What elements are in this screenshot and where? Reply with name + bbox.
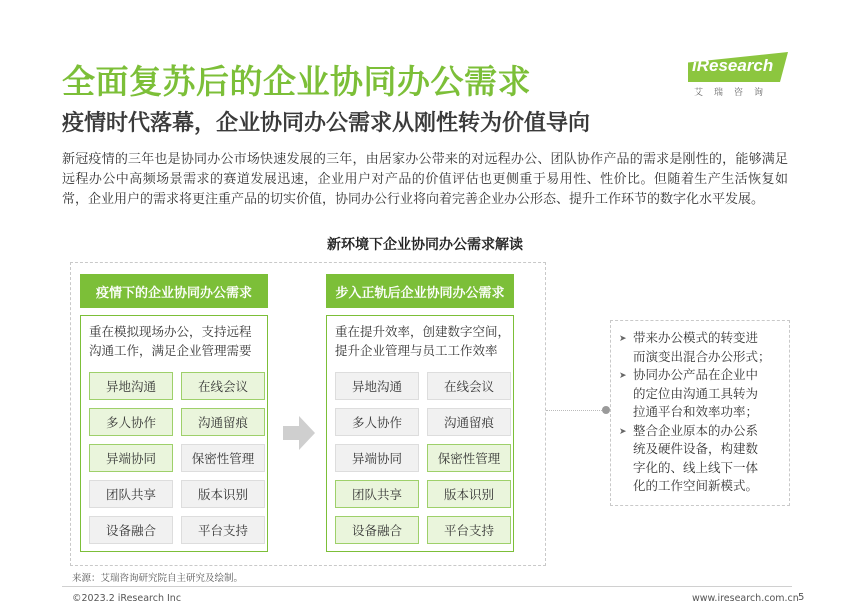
column-description: [89, 322, 259, 368]
side-note-line: 协同办公产品在企业中: [633, 367, 759, 382]
need-tag: 设备融合: [335, 516, 419, 544]
side-note-text: [633, 422, 781, 496]
need-tag: 保密性管理: [427, 444, 511, 472]
side-note-text: [633, 329, 781, 366]
connector-line: [546, 410, 608, 411]
need-tag: 异端协同: [89, 444, 173, 472]
need-tag: 在线会议: [181, 372, 265, 400]
need-tag: 多人协作: [335, 408, 419, 436]
need-tag: 在线会议: [427, 372, 511, 400]
arrow-bullet-icon: ➤: [619, 334, 627, 344]
need-tag: 设备融合: [89, 516, 173, 544]
side-note-line: 化的工作空间新模式。: [633, 478, 759, 493]
tag-grid: [335, 372, 505, 544]
column-pandemic-needs: [80, 274, 268, 552]
footer-divider: [62, 586, 792, 587]
side-note-line: 拉通平台和效率功率；: [633, 404, 759, 419]
footer-copyright: ©2023.2 iResearch Inc: [72, 593, 182, 604]
need-tag: 平台支持: [181, 516, 265, 544]
need-tag: 多人协作: [89, 408, 173, 436]
side-note-line: 带来办公模式的转变进: [633, 330, 759, 345]
column-body: [80, 315, 268, 552]
need-tag: 异地沟通: [89, 372, 173, 400]
footer-website-link[interactable]: www.iresearch.com.cn: [692, 593, 799, 604]
description-line: 重在提升效率，创建数字空间，: [335, 324, 511, 339]
diagram-title: 新环境下企业协同办公需求解读: [327, 237, 523, 253]
logo-name: iResearch: [692, 56, 774, 75]
side-note-line: 的定位由沟通工具转为: [633, 385, 759, 401]
side-note-text: [633, 366, 781, 422]
connector-dot: [602, 406, 610, 414]
iresearch-logo: [688, 52, 788, 98]
column-header: 步入正轨后企业协同办公需求: [326, 274, 514, 308]
need-tag: 团队共享: [89, 480, 173, 508]
side-note-line: 而演变出混合办公形式；: [633, 348, 771, 364]
arrow-bullet-icon: ➤: [619, 371, 627, 381]
description-line: 重在模拟现场办公，支持远程: [89, 324, 252, 339]
need-tag: 版本识别: [181, 480, 265, 508]
tag-grid: [89, 372, 259, 544]
column-header: 疫情下的企业协同办公需求: [80, 274, 268, 308]
page-title: 全面复苏后的企业协同办公需求: [62, 62, 531, 101]
page-number: 5: [798, 592, 805, 603]
column-body: [326, 315, 514, 552]
description-line: 沟通工作，满足企业管理需要: [89, 343, 252, 358]
side-note: [619, 329, 781, 366]
transition-arrow-icon: [283, 416, 315, 450]
need-tag: 版本识别: [427, 480, 511, 508]
side-notes-box: [610, 320, 790, 506]
intro-paragraph: 新冠疫情的三年也是协同办公市场快速发展的三年，由居家办公带来的对远程办公、团队协作产品的需求是刚性的，能够满足远程办公中高频场景需求的赛道发展迅速，企业用户对产品的价值评估也更侧重于易用性、性价比。但随着生产生活恢复如常，企业用户的需求将更注重产品的切实价值，协同办公行业将向着完善企业办公形态、提升工作环节的数字化水平发展。: [62, 152, 788, 207]
side-note: [619, 422, 781, 496]
need-tag: 异地沟通: [335, 372, 419, 400]
source-note: 来源：艾瑞咨询研究院自主研究及绘制。: [72, 573, 244, 584]
need-tag: 沟通留痕: [181, 408, 265, 436]
arrow-bullet-icon: ➤: [619, 426, 627, 437]
side-note: [619, 366, 781, 422]
side-note-line: 统及硬件设备，构建数: [633, 441, 759, 456]
column-description: [335, 322, 511, 368]
description-line: 提升企业管理与员工工作效率: [335, 343, 498, 358]
need-tag: 保密性管理: [181, 444, 265, 472]
page-subtitle: 疫情时代落幕，企业协同办公需求从刚性转为价值导向: [62, 111, 591, 136]
need-tag: 沟通留痕: [427, 408, 511, 436]
side-note-line: 字化的、线上线下一体: [633, 459, 759, 475]
logo-cn-name: 艾瑞咨询: [694, 88, 775, 98]
column-post-pandemic-needs: [326, 274, 514, 552]
need-tag: 异端协同: [335, 444, 419, 472]
need-tag: 平台支持: [427, 516, 511, 544]
need-tag: 团队共享: [335, 480, 419, 508]
side-note-line: 整合企业原本的办公系: [633, 422, 759, 438]
